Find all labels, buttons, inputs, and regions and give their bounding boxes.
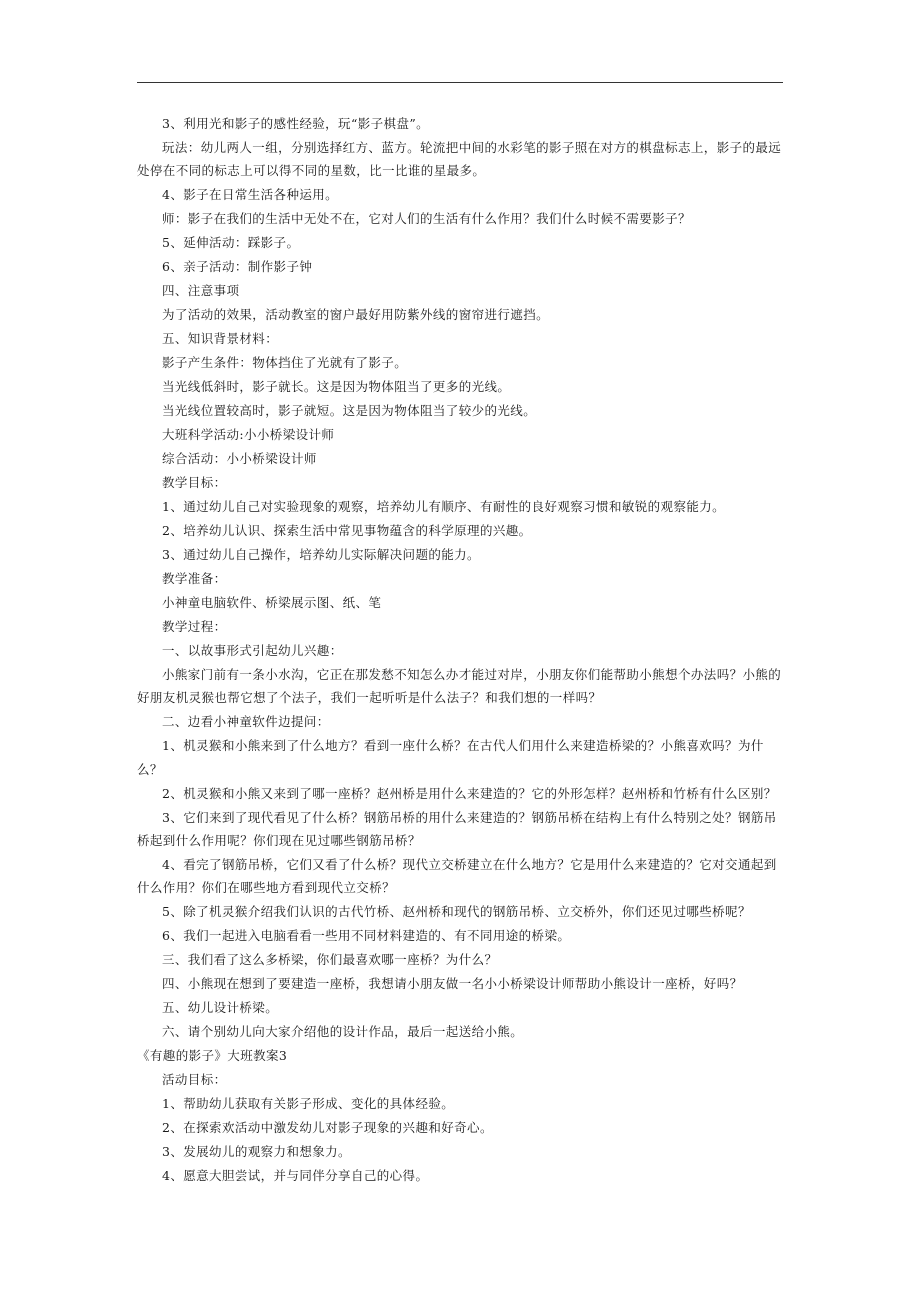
- paragraph: 为了活动的效果，活动教室的窗户最好用防紫外线的窗帘进行遮挡。: [162, 307, 550, 322]
- paragraph: 3、通过幼儿自己操作，培养幼儿实际解决问题的能力。: [162, 547, 480, 562]
- paragraph: 3、发展幼儿的观察力和想象力。: [162, 1144, 351, 1159]
- paragraph: 2、在探索欢活动中激发幼儿对影子现象的兴趣和好奇心。: [162, 1120, 493, 1135]
- paragraph: 1、机灵猴和小熊来到了什么地方？看到一座什么桥？在古代人们用什么来建造桥梁的？小熊喜欢吗？为什么？: [137, 738, 764, 777]
- paragraph: 2、机灵猴和小熊又来到了哪一座桥？赵州桥是用什么来建造的？它的外形怎样？赵州桥和竹桥有什么区别？: [162, 786, 777, 801]
- paragraph: 3、利用光和影子的感性经验，玩“影子棋盘”。: [162, 116, 430, 131]
- paragraph: 三、我们看了这么多桥梁，你们最喜欢哪一座桥？为什么？: [162, 952, 498, 967]
- document-body: [137, 112, 783, 1188]
- paragraph: 五、知识背景材料：: [162, 331, 279, 346]
- paragraph: 4、影子在日常生活各种运用。: [162, 187, 339, 202]
- paragraph: 3、它们来到了现代看见了什么桥？钢筋吊桥的用什么来建造的？钢筋吊桥在结构上有什么特别之处？钢筋吊桥起到什么作用呢？你们现在见过哪些钢筋吊桥？: [137, 810, 777, 848]
- paragraph: 四、小熊现在想到了要建造一座桥，我想请小朋友做一名小小桥梁设计师帮助小熊设计一座桥，好吗？: [162, 976, 743, 991]
- paragraph: 影子产生条件：物体挡住了光就有了影子。: [162, 355, 408, 370]
- paragraph: 1、帮助幼儿获取有关影子形成、变化的具体经验。: [162, 1096, 455, 1111]
- paragraph: 当光线位置较高时，影子就短。这是因为物体阻当了较少的光线。: [162, 403, 537, 418]
- paragraph: 当光线低斜时，影子就长。这是因为物体阻当了更多的光线。: [162, 379, 511, 394]
- paragraph: 教学过程：: [162, 619, 227, 634]
- paragraph: 教学准备：: [162, 571, 227, 586]
- paragraph: 4、看完了钢筋吊桥，它们又看了什么桥？现代立交桥建立在什么地方？它是用什么来建造的？它对交通起到什么作用？你们在哪些地方看到现代立交桥？: [137, 857, 777, 895]
- paragraph: 大班科学活动:小小桥梁设计师: [162, 427, 335, 442]
- paragraph: 一、以故事形式引起幼儿兴趣：: [162, 643, 343, 658]
- paragraph: 小熊家门前有一条小水沟，它正在那发愁不知怎么办才能过对岸，小朋友你们能帮助小熊想个办法吗？小熊的好朋友机灵猴也帮它想了个法子，我们一起听听是什么法子？和我们想的一样吗？: [137, 667, 782, 705]
- header-rule: [137, 82, 783, 83]
- paragraph: 综合活动：小小桥梁设计师: [162, 451, 317, 466]
- paragraph: 玩法：幼儿两人一组，分别选择红方、蓝方。轮流把中间的水彩笔的影子照在对方的棋盘标志上，影子的最远处停在不同的标志上可以得不同的星数，比一比谁的星最多。: [137, 140, 782, 178]
- paragraph: 二、边看小神童软件边提问：: [162, 714, 330, 729]
- paragraph: 2、培养幼儿认识、探索生活中常见事物蕴含的科学原理的兴趣。: [162, 523, 532, 538]
- paragraph: 五、幼儿设计桥梁。: [162, 1000, 279, 1015]
- paragraph: 1、通过幼儿自己对实验现象的观察，培养幼儿有顺序、有耐性的良好观察习惯和敏锐的观察能力。: [162, 499, 726, 514]
- paragraph: 小神童电脑软件、桥梁展示图、纸、笔: [162, 595, 382, 610]
- paragraph: 4、愿意大胆尝试，并与同伴分享自己的心得。: [162, 1168, 429, 1183]
- paragraph: 6、亲子活动：制作影子钟: [162, 259, 313, 274]
- paragraph: 教学目标：: [162, 475, 227, 490]
- paragraph: 6、我们一起进入电脑看看一些用不同材料建造的、有不同用途的桥梁。: [162, 928, 571, 943]
- paragraph: 六、请个别幼儿向大家介绍他的设计作品，最后一起送给小熊。: [162, 1024, 524, 1039]
- paragraph: 活动目标：: [162, 1072, 227, 1087]
- paragraph: 师：影子在我们的生活中无处不在，它对人们的生活有什么作用？我们什么时候不需要影子？: [162, 211, 691, 226]
- paragraph: 5、除了机灵猴介绍我们认识的古代竹桥、赵州桥和现代的钢筋吊桥、立交桥外，你们还见过哪些桥呢？: [162, 904, 751, 919]
- paragraph: 《有趣的影子》大班教案3: [137, 1048, 288, 1063]
- paragraph: 四、注意事项: [162, 283, 240, 298]
- paragraph: 5、延伸活动：踩影子。: [162, 235, 300, 250]
